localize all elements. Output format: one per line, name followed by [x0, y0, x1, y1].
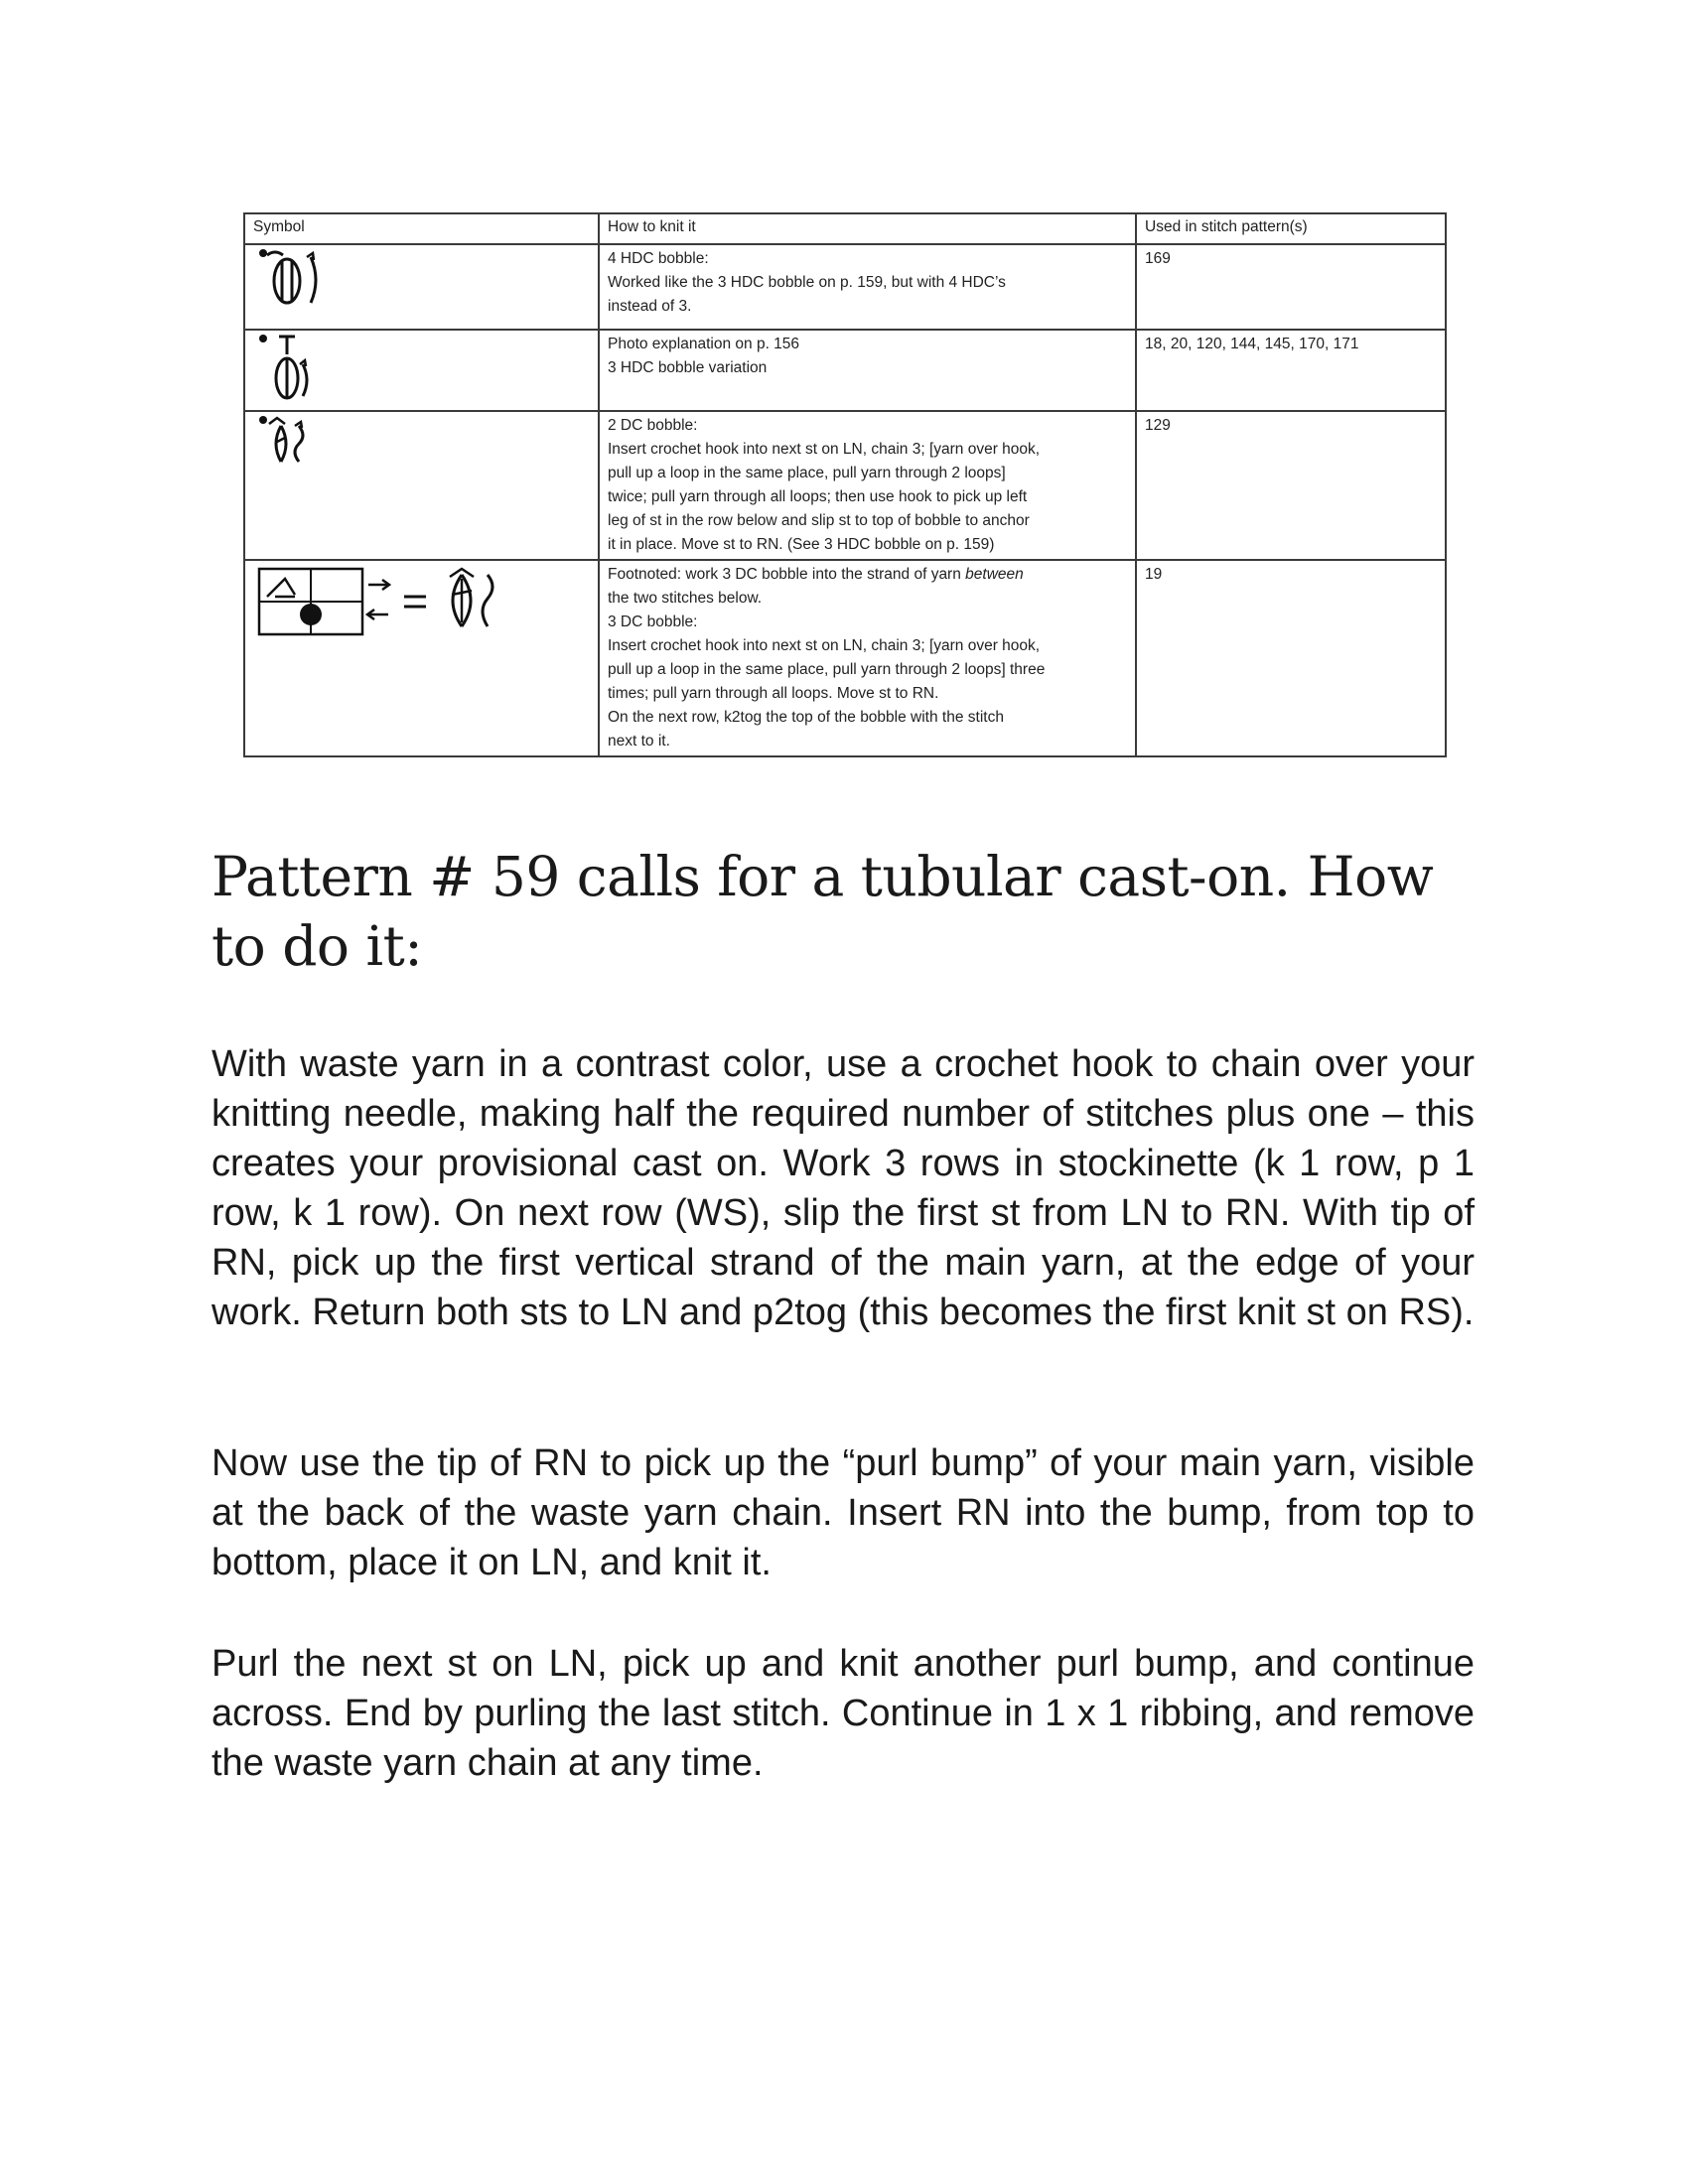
- how-line-text: Footnoted: work 3 DC bobble into the strand of yarn: [608, 566, 966, 583]
- 4-hdc-bobble-symbol-icon: [245, 245, 600, 329]
- how-line: the two stitches below.: [608, 590, 763, 607]
- emphasis-between: between: [965, 566, 1024, 583]
- how-line: instead of 3.: [608, 298, 692, 315]
- how-line: Photo explanation on p. 156: [608, 336, 800, 352]
- used-in-cell: 169: [1136, 244, 1446, 330]
- used-in-cell: 129: [1136, 411, 1446, 560]
- stitch-symbol-table: [243, 212, 1447, 757]
- header-how-to-knit: How to knit it: [599, 213, 1136, 244]
- symbol-cell: [244, 411, 599, 560]
- 3-dc-bobble-between-stitches-symbol-icon: [245, 561, 600, 750]
- paragraph-purl-bump: Now use the tip of RN to pick up the “purl bump” of your main yarn, visible at the back of the waste yarn chain. Insert RN into the bump, from top to bottom, place it on LN, and knit it.: [211, 1442, 1475, 1583]
- table-row: [244, 560, 1446, 756]
- paragraph-provisional-cast-on: With waste yarn in a contrast color, use a crochet hook to chain over your knitting needle, making half the required number of stitches plus one – this creates your provisional cast on. Work 3 rows in stockinette (k 1 row, p 1 row, k 1 row). On next row (WS), slip the first st from LN to RN. With tip of RN, pick up the first vertical strand of the main yarn, at the edge of your work. Return both sts to LN and p2tog (this becomes the first knit st on RS).: [211, 1043, 1475, 1333]
- symbol-cell: [244, 330, 599, 411]
- header-used-in-patterns: Used in stitch pattern(s): [1136, 213, 1446, 244]
- how-line: Insert crochet hook into next st on LN, chain 3; [yarn over hook,: [608, 441, 1041, 458]
- table-row: [244, 330, 1446, 411]
- used-in-cell: 18, 20, 120, 144, 145, 170, 171: [1136, 330, 1446, 411]
- table-row: [244, 244, 1446, 330]
- how-line: next to it.: [608, 733, 670, 750]
- how-line: times; pull yarn through all loops. Move st to RN.: [608, 685, 939, 702]
- how-to-knit-cell: [599, 330, 1136, 411]
- how-line: Worked like the 3 HDC bobble on p. 159, but with 4 HDC’s: [608, 274, 1006, 291]
- how-to-knit-cell: [599, 244, 1136, 330]
- used-in-cell: 19: [1136, 560, 1446, 756]
- 2-dc-bobble-symbol-icon: [245, 412, 600, 555]
- table-header-row: [244, 213, 1446, 244]
- how-line: Insert crochet hook into next st on LN, chain 3; [yarn over hook,: [608, 637, 1041, 654]
- paragraph-ribbing: Purl the next st on LN, pick up and knit another purl bump, and continue across. End by purling the last stitch. Continue in 1 x 1 ribbing, and remove the waste yarn chain at any time.: [211, 1643, 1475, 1784]
- how-line: leg of st in the row below and slip st to top of bobble to anchor: [608, 512, 1030, 529]
- how-line: pull up a loop in the same place, pull yarn through 2 loops] three: [608, 661, 1046, 678]
- how-line: pull up a loop in the same place, pull yarn through 2 loops]: [608, 465, 1006, 481]
- symbol-cell: [244, 244, 599, 330]
- how-line: 3 HDC bobble variation: [608, 359, 768, 376]
- how-to-knit-cell: [599, 560, 1136, 756]
- how-line: 3 DC bobble:: [608, 614, 698, 630]
- how-to-knit-cell: [599, 411, 1136, 560]
- how-line: 2 DC bobble:: [608, 417, 698, 434]
- 3-hdc-bobble-variation-symbol-icon: [245, 331, 600, 410]
- table-row: [244, 411, 1446, 560]
- symbol-cell: [244, 560, 599, 756]
- how-line: it in place. Move st to RN. (See 3 HDC bobble on p. 159): [608, 536, 995, 553]
- how-line: On the next row, k2tog the top of the bobble with the stitch: [608, 709, 1004, 726]
- how-line: 4 HDC bobble:: [608, 250, 709, 267]
- how-line: twice; pull yarn through all loops; then use hook to pick up left: [608, 488, 1028, 505]
- how-line: [608, 563, 1127, 587]
- header-symbol: Symbol: [244, 213, 599, 244]
- section-heading: Pattern # 59 calls for a tubular cast-on. How to do it:: [211, 845, 1434, 978]
